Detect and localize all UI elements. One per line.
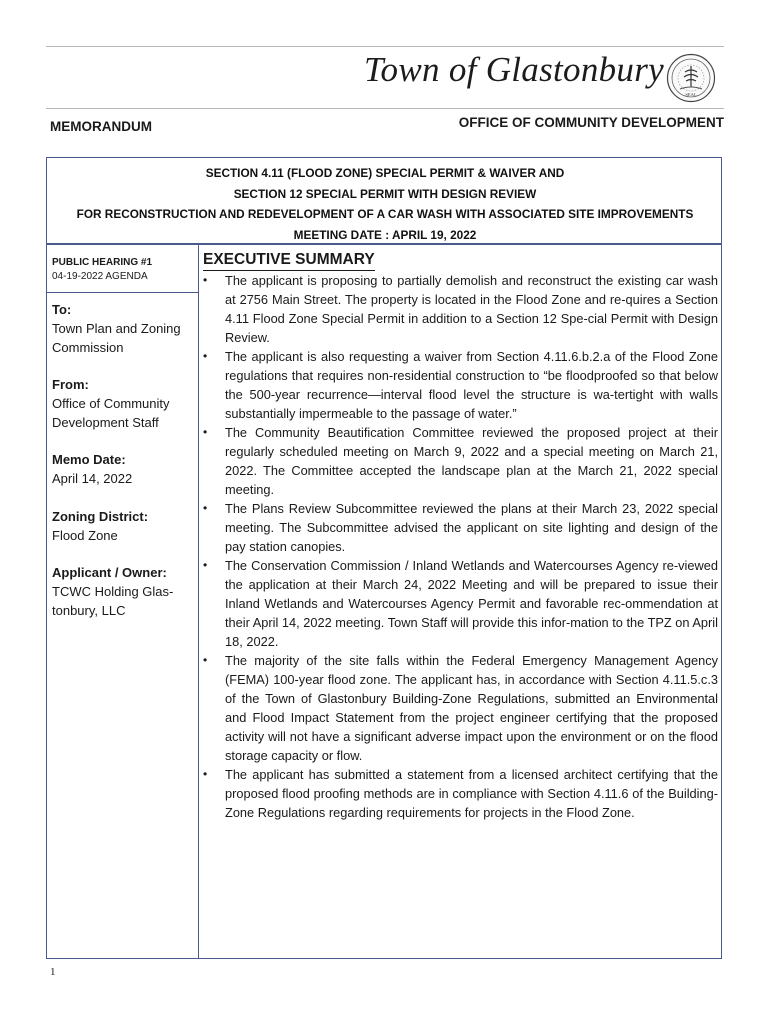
zoning-group: [52, 508, 196, 546]
header-top-rule: [46, 46, 724, 47]
executive-summary-title: EXECUTIVE SUMMARY: [203, 250, 375, 271]
memo-date-label: Memo Date:: [52, 452, 126, 468]
title-line-2: SECTION 12 SPECIAL PERMIT WITH DESIGN REVIEW: [233, 186, 537, 201]
zoning-value: Flood Zone: [52, 527, 118, 543]
to-group: [52, 301, 196, 357]
bullet-text: The Community Beautification Committee reviewed the proposed project at their regularly scheduled meeting on March 9, 2022 and a special meeting on March 21, 2022. The Committee accepted the landscape plan at the March 21, 2022 special meeting.: [225, 425, 718, 497]
bullet-text: The applicant is proposing to partially demolish and reconstruct the existing car wash at 2756 Main Street. The property is located in the Flood Zone and re-quires a Section 4.11 Flood Zone Special Permit in addition to a Section 12 Spe-cial Permit with Design Review.: [225, 273, 718, 345]
title-line-3: FOR RECONSTRUCTION AND REDEVELOPMENT OF A CAR WASH WITH ASSOCIATED SITE IMPROVEMENTS: [76, 207, 694, 222]
bullet-text: The Plans Review Subcommittee reviewed the plans at their March 23, 2022 special meeting. The Subcommittee advised the applicant on site lighting and design of the pay station canopies.: [225, 501, 718, 554]
town-seal-icon: [666, 53, 716, 103]
executive-summary: [203, 250, 718, 822]
sidebar: [47, 245, 199, 958]
summary-bullet: [203, 556, 718, 651]
applicant-value: TCWC Holding Glas-tonbury, LLC: [52, 583, 174, 618]
from-label: From:: [52, 377, 89, 393]
bullet-text: The applicant has submitted a statement from a licensed architect certifying that the proposed flood proofing methods are in compliance with Section 4.11.6 of the Building-Zone Regulations regarding requirements for projects in the Flood Zone.: [225, 767, 718, 820]
memo-body-box: [46, 157, 722, 959]
memo-title-block: [47, 163, 723, 245]
sidebar-info: [52, 301, 196, 639]
hearing-agenda: 04-19-2022 AGENDA: [52, 271, 148, 282]
bullet-icon: •: [203, 653, 208, 667]
bullet-text: The Conservation Commission / Inland Wetlands and Watercourses Agency re-viewed the application at their March 24, 2022 Meeting and will be prepared to issue their Inland Wetlands and Watercourses Agency Permit and favorable rec-ommendation at their April 14, 2022 meeting. Town Staff will provide this infor-mation to the TPZ on April 18, 2022.: [225, 558, 718, 649]
bullet-text: The majority of the site falls within the Federal Emergency Management Agency (FEMA) 100-year flood zone. The applicant has, in accordance with Section 4.11.5.c.3 of the Town of Glastonbury Building-Zone Regulations, submitted an Environmental and Flood Impact Statement from the project engineer certifying that the proposed activity will not have a significant adverse impact upon the environment or on the flood storage capacity or flow.: [225, 653, 718, 763]
bullet-icon: •: [203, 273, 208, 287]
bullet-icon: •: [203, 558, 208, 572]
title-line-1: SECTION 4.11 (FLOOD ZONE) SPECIAL PERMIT & WAIVER AND: [205, 166, 565, 180]
to-value: Town Plan and Zoning Commission: [52, 320, 181, 355]
applicant-group: [52, 564, 196, 620]
applicant-label: Applicant / Owner:: [52, 565, 167, 581]
summary-bullet: [203, 271, 718, 347]
memo-date-value: April 14, 2022: [52, 471, 133, 487]
summary-bullet: [203, 765, 718, 822]
office-label: OFFICE OF COMMUNITY DEVELOPMENT: [458, 115, 724, 130]
bullet-icon: •: [203, 425, 208, 439]
town-title: Town of Glastonbury: [363, 50, 664, 89]
summary-bullet: [203, 499, 718, 556]
page-number: 1: [50, 966, 56, 978]
seal-text: SEAL: [685, 92, 697, 97]
bullet-icon: •: [203, 501, 208, 515]
summary-bullet: [203, 651, 718, 765]
memorandum-label: MEMORANDUM: [50, 119, 152, 134]
bullet-icon: •: [203, 767, 208, 781]
from-group: [52, 376, 196, 432]
memo-date-group: [52, 451, 196, 489]
from-value: Office of Community Development Staff: [52, 395, 170, 430]
to-label: To:: [52, 302, 72, 317]
summary-bullet: [203, 423, 718, 499]
sidebar-bottom-rule: [46, 958, 198, 959]
meeting-date-line: MEETING DATE : APRIL 19, 2022: [293, 227, 477, 242]
summary-bullet-list: [203, 271, 718, 822]
summary-bullet: [203, 347, 718, 423]
sidebar-divider: [47, 292, 198, 293]
bullet-text: The applicant is also requesting a waiver from Section 4.11.6.b.2.a of the Flood Zone regulations that requires non-residential construction to “be floodproofed so that below the 500-year recurrence—interval flood level the structure is wa-tertight with walls substantially impermeable to the passage of water.”: [225, 349, 718, 421]
header-bottom-rule: [46, 108, 724, 109]
zoning-label: Zoning District:: [52, 508, 149, 524]
bullet-icon: •: [203, 349, 208, 363]
hearing-label: PUBLIC HEARING #1: [52, 257, 153, 268]
